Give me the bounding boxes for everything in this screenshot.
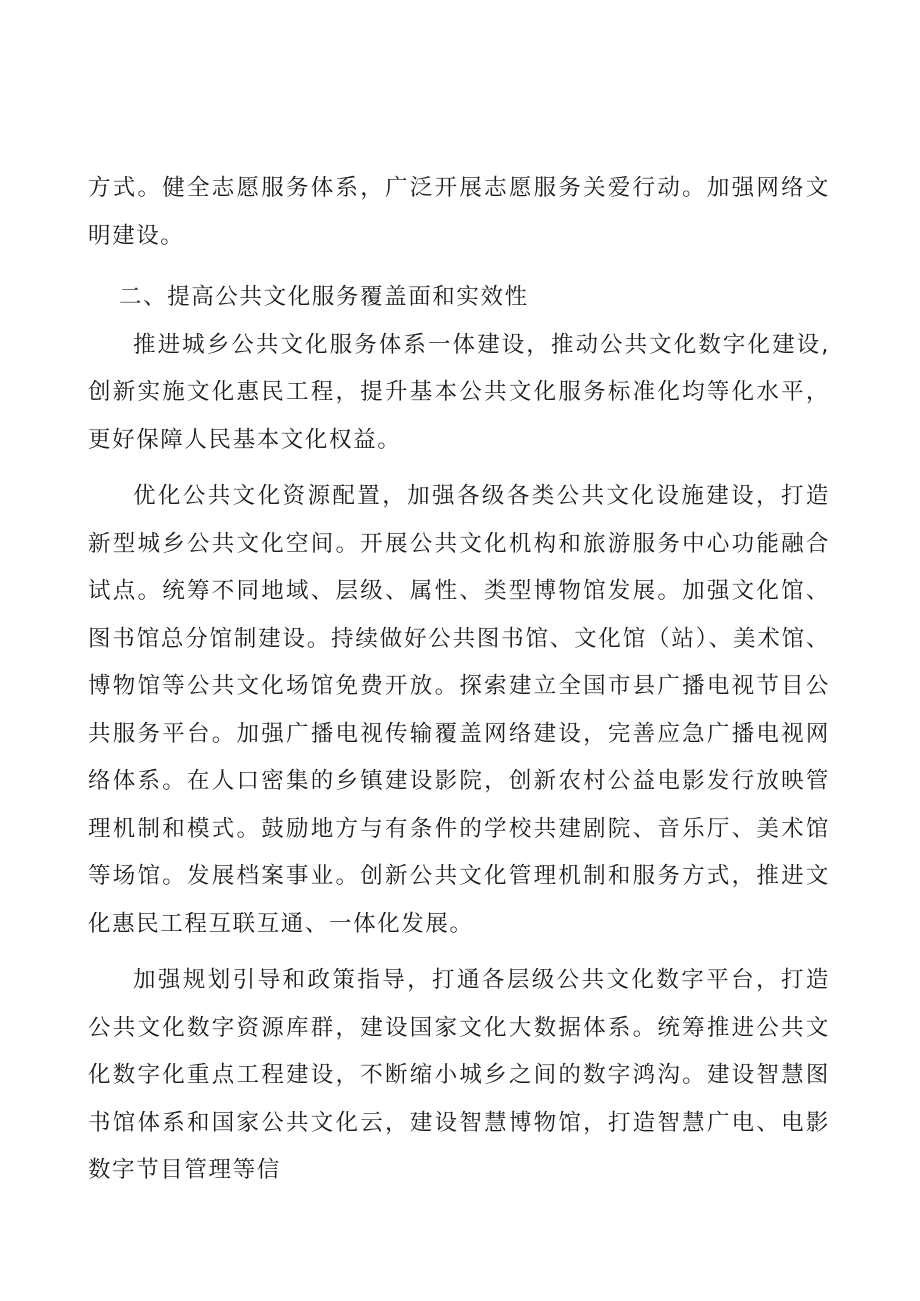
body-paragraph-3: 加强规划引导和政策指导，打通各层级公共文化数字平台，打造公共文化数字资源库群，建设国家文化大数据体系。统筹推进公共文化数字化重点工程建设，不断缩小城乡之间的数字鸿沟。建设智慧图书馆体系和国家公共文化云，建设智慧博物馆，打造智慧广电、电影数字节目管理等信 <box>88 967 830 1183</box>
section-heading: 二、提高公共文化服务覆盖面和实效性 <box>119 284 529 310</box>
continuation-paragraph: 方式。健全志愿服务体系，广泛开展志愿服务关爱行动。加强网络文明建设。 <box>88 175 830 249</box>
body-paragraph-1: 推进城乡公共文化服务体系一体建设，推动公共文化数字化建设,创新实施文化惠民工程，提升基本公共文化服务标准化均等化水平，更好保障人民基本文化权益。 <box>88 331 830 453</box>
body-paragraph-2: 优化公共文化资源配置，加强各级各类公共文化设施建设，打造新型城乡公共文化空间。开展公共文化机构和旅游服务中心功能融合试点。统筹不同地域、层级、属性、类型博物馆发展。加强文化馆、图书馆总分馆制建设。持续做好公共图书馆、文化馆（站）、美术馆、博物馆等公共文化场馆免费开放。探索建立全国市县广播电视节目公共服务平台。加强广播电视传输覆盖网络建设，完善应急广播电视网络体系。在人口密集的乡镇建设影院，创新农村公益电影发行放映管理机制和模式。鼓励地方与有条件的学校共建剧院、音乐厅、美术馆等场馆。发展档案事业。创新公共文化管理机制和服务方式，推进文化惠民工程互联互通、一体化发展。 <box>88 483 830 937</box>
document-body <box>88 165 830 1195</box>
